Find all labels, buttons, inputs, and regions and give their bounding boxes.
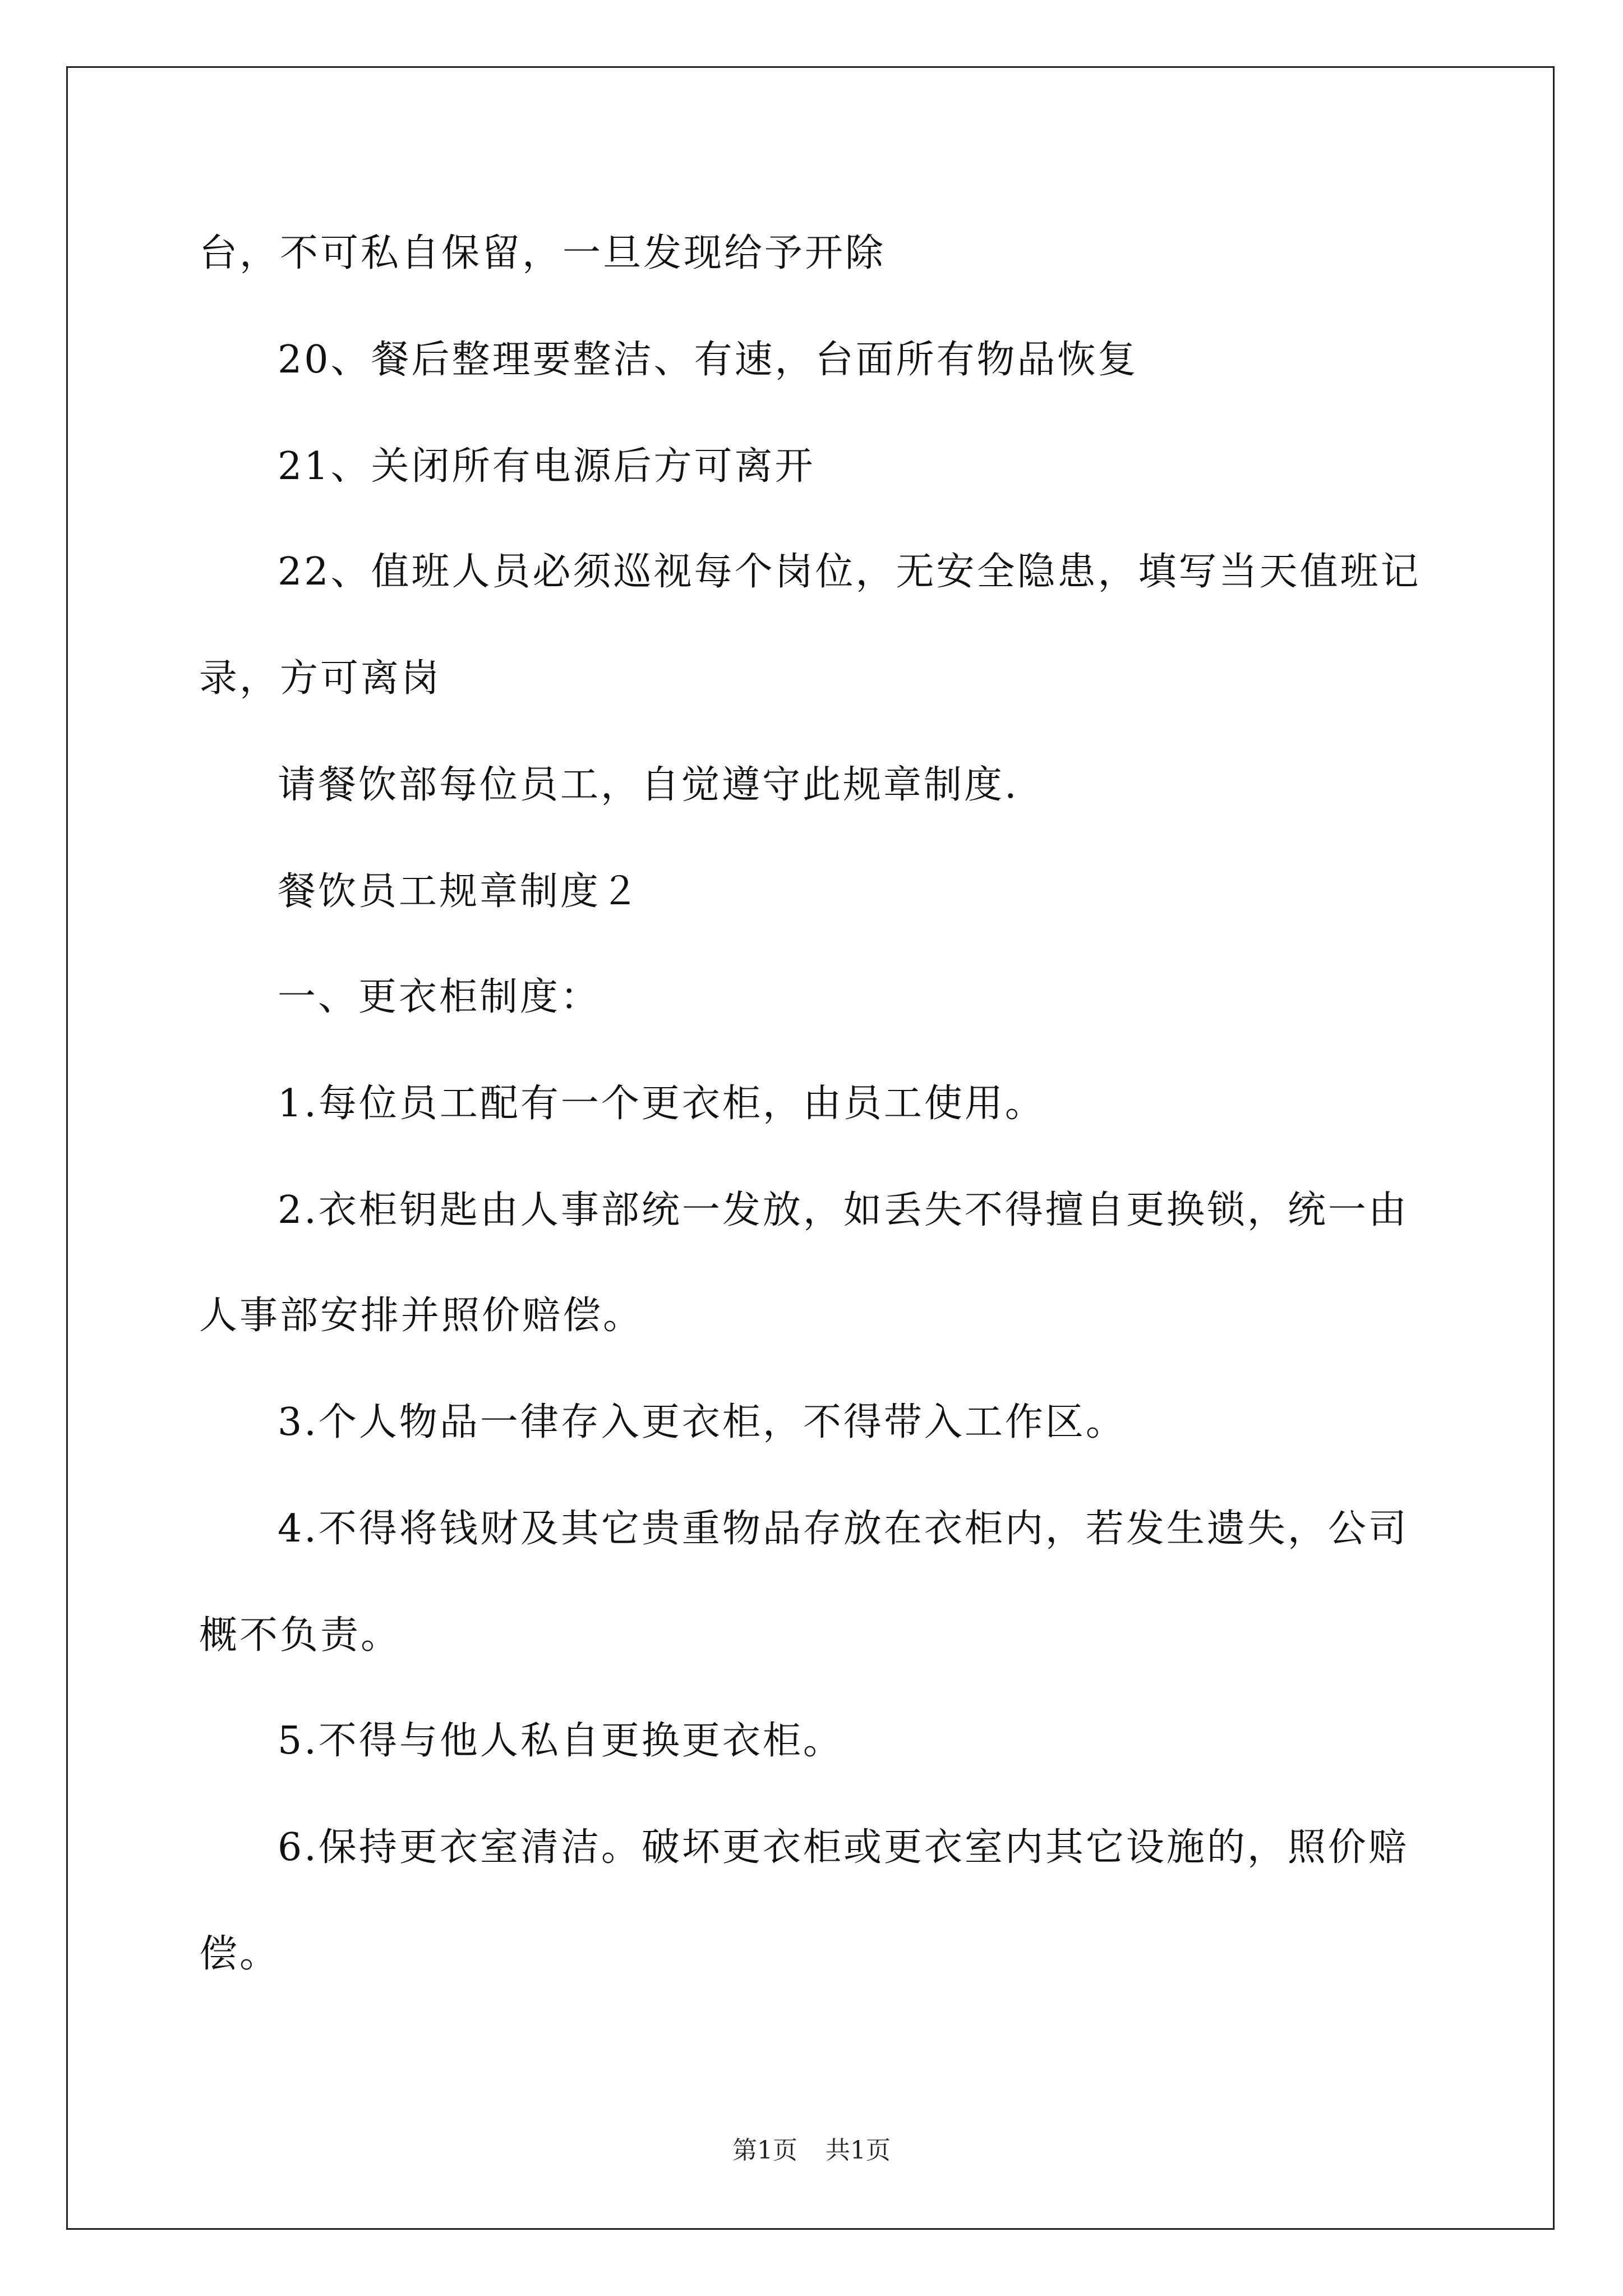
text-line: 请餐饮部每位员工，自觉遵守此规章制度. [278,763,1019,807]
text-line: 21、关闭所有电源后方可离开 [278,444,815,489]
text-line: 3.个人物品一律存入更衣柜，不得带入工作区。 [278,1400,1126,1444]
text-line: 6.保持更衣室清洁。破坏更衣柜或更衣室内其它设施的，照价赔 [278,1825,1409,1870]
page-border [66,66,1555,2230]
text-line: 2.衣柜钥匙由人事部统一发放，如丢失不得擅自更换锁，统一由 [278,1188,1409,1232]
section-heading: 一、更衣柜制度： [278,975,601,1019]
text-line: 4.不得将钱财及其它贵重物品存放在衣柜内，若发生遗失，公司 [278,1507,1409,1551]
text-line: 偿。 [199,1932,280,1976]
text-line: 20、餐后整理要整洁、有速，台面所有物品恢复 [278,338,1138,382]
text-line: 5.不得与他人私自更换更衣柜。 [278,1719,843,1763]
text-line: 概不负责。 [199,1613,402,1658]
page-number: 第1页 [732,2136,797,2165]
text-line: 人事部安排并照价赔偿。 [199,1294,644,1338]
text-line: 录，方可离岗 [199,656,442,701]
text-line: 台，不可私自保留，一旦发现给予开除 [199,231,886,275]
page-footer [0,2138,1623,2163]
page-total: 共1页 [826,2136,891,2165]
text-line: 22、值班人员必须巡视每个岗位，无安全隐患，填写当天值班记 [278,550,1421,594]
text-line: 1.每位员工配有一个更衣柜，由员工使用。 [278,1082,1045,1126]
text-line: 餐饮员工规章制度２ [278,869,642,914]
